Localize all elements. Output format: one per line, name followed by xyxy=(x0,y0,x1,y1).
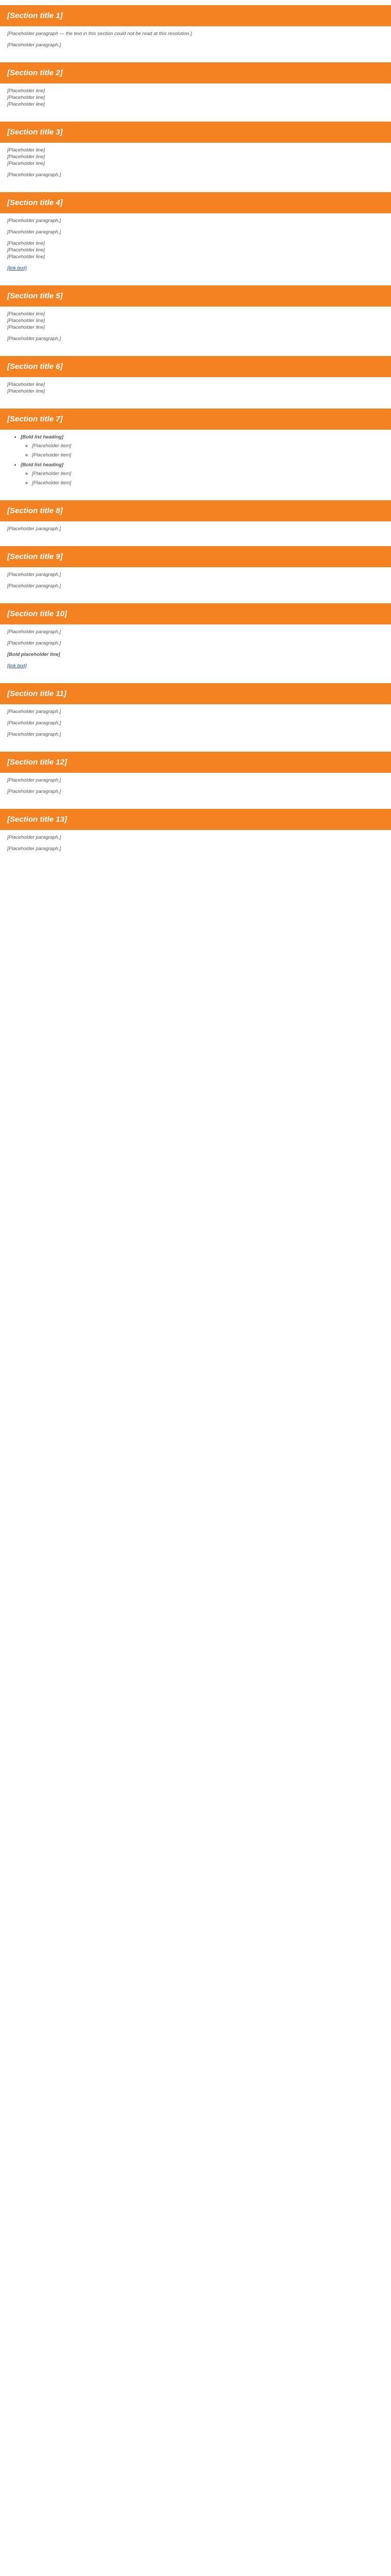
section-title: [Section title 10] xyxy=(0,603,391,624)
section-title: [Section title 8] xyxy=(0,500,391,521)
section-title: [Section title 5] xyxy=(0,285,391,307)
text-line: [Placeholder line] xyxy=(7,88,45,94)
bullet-list xyxy=(7,434,384,486)
section-title: [Section title 4] xyxy=(0,192,391,213)
text-line: [Placeholder line] xyxy=(7,154,45,160)
sub-list xyxy=(21,470,384,486)
sub-item: ◦ [Placeholder item] xyxy=(32,443,384,449)
text-line: [Placeholder line] xyxy=(7,388,45,394)
section-paragraph: [Placeholder paragraph.] xyxy=(7,42,61,48)
section-body xyxy=(0,526,391,541)
section-paragraph: [Placeholder paragraph.] xyxy=(7,789,61,794)
section-body xyxy=(0,217,391,280)
text-line: [Placeholder line] xyxy=(7,318,45,324)
section-body xyxy=(0,147,391,187)
section-paragraph: [Placeholder paragraph.] xyxy=(7,640,61,646)
section-paragraph: [Placeholder paragraph.] xyxy=(7,218,61,224)
section-paragraph: [Placeholder paragraph.] xyxy=(7,629,61,635)
section-title: [Section title 3] xyxy=(0,122,391,143)
text-line: [Placeholder line] xyxy=(7,95,45,100)
section-lines xyxy=(7,381,384,395)
bullet-group xyxy=(21,462,384,486)
sub-item: ◦ [Placeholder item] xyxy=(32,480,384,486)
section-title: [Section title 11] xyxy=(0,683,391,704)
section-paragraph: [Placeholder paragraph.] xyxy=(7,777,61,783)
section-body xyxy=(0,30,391,57)
section-paragraph: [Placeholder paragraph.] xyxy=(7,720,61,726)
sub-item: ◦ [Placeholder item] xyxy=(32,452,384,459)
section-title: [Section title 1] xyxy=(0,5,391,26)
section-lines xyxy=(7,147,384,167)
section-link[interactable]: [link text] xyxy=(7,663,27,669)
section-paragraph: [Placeholder paragraph.] xyxy=(7,583,61,589)
text-line: [Placeholder line] xyxy=(7,382,45,387)
section-paragraph: [Placeholder paragraph.] xyxy=(7,229,61,235)
section-body xyxy=(0,434,391,495)
bullet-group xyxy=(21,434,384,459)
section-paragraph: [Placeholder paragraph.] xyxy=(7,709,61,715)
section-lines xyxy=(7,240,384,260)
text-line: [Placeholder line] xyxy=(7,147,45,153)
section-paragraph: [Placeholder paragraph.] xyxy=(7,336,61,342)
section-body xyxy=(0,381,391,403)
section-link[interactable]: [link text] xyxy=(7,265,27,271)
text-line: [Placeholder line] xyxy=(7,325,45,330)
section-body xyxy=(0,571,391,598)
text-line: [Placeholder line] xyxy=(7,101,45,107)
section-title: [Section title 9] xyxy=(0,546,391,567)
section-title: [Section title 12] xyxy=(0,752,391,773)
page xyxy=(0,5,391,861)
bullet-heading: [Bold list heading] xyxy=(21,462,63,468)
sub-item: ◦ [Placeholder item] xyxy=(32,470,384,477)
section-link-line xyxy=(7,265,384,272)
text-line: [Placeholder line] xyxy=(7,311,45,317)
section-paragraph: [Placeholder paragraph — the text in this section could not be read at this resolution.] xyxy=(7,31,192,37)
section-link-line xyxy=(7,663,384,669)
sub-list xyxy=(21,443,384,459)
section-bold-line: [Bold placeholder line] xyxy=(7,652,60,657)
section-body xyxy=(0,834,391,861)
section-body xyxy=(0,777,391,804)
section-body xyxy=(0,311,391,351)
section-lines xyxy=(7,88,384,108)
section-title: [Section title 7] xyxy=(0,409,391,430)
bullet-heading: [Bold list heading] xyxy=(21,434,63,440)
section-paragraph: [Placeholder paragraph.] xyxy=(7,172,61,178)
section-paragraph: [Placeholder paragraph.] xyxy=(7,732,61,737)
section-body xyxy=(0,708,391,747)
text-line: [Placeholder line] xyxy=(7,254,45,260)
section-lines xyxy=(7,311,384,331)
text-line: [Placeholder line] xyxy=(7,247,45,253)
section-body xyxy=(0,88,391,116)
section-paragraph: [Placeholder paragraph.] xyxy=(7,572,61,578)
section-paragraph: [Placeholder paragraph.] xyxy=(7,846,61,852)
section-paragraph: [Placeholder paragraph.] xyxy=(7,835,61,840)
section-title: [Section title 2] xyxy=(0,62,391,83)
section-title: [Section title 13] xyxy=(0,809,391,830)
text-line: [Placeholder line] xyxy=(7,161,45,166)
text-line: [Placeholder line] xyxy=(7,241,45,246)
section-body xyxy=(0,629,391,678)
section-title: [Section title 6] xyxy=(0,356,391,377)
section-paragraph: [Placeholder paragraph.] xyxy=(7,526,61,532)
